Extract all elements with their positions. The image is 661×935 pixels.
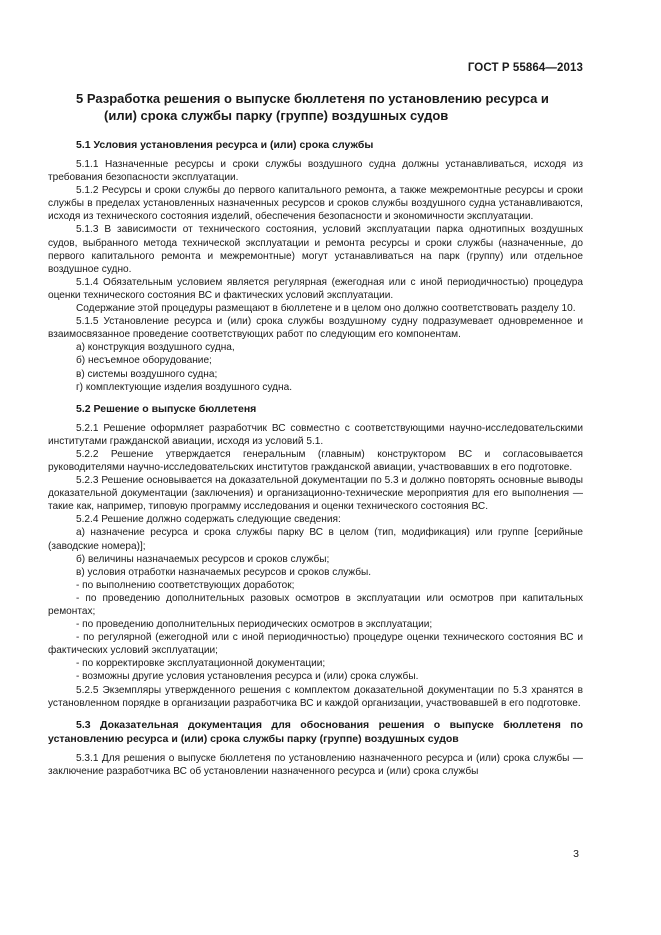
paragraph: 5.2.4 Решение должно содержать следующие сведения:: [76, 514, 341, 526]
paragraph: 5.2.5 Экземпляры утвержденного решения с комплектом доказательной документации по 5.3 хранятся в установленном порядке в организации разработчика ВС и каждой организации, участвовавшей в его подготовке.: [48, 684, 583, 709]
paragraph: 5.1.4 Обязательным условием является регулярная (ежегодная или с иной периодичностью) процедура оценки технического состояния ВС и фактических условий эксплуатации.: [48, 276, 583, 301]
paragraph: 5.1.3 В зависимости от технического состояния, условий эксплуатации парка однотипных воздушных судов, выбранного метода технической эксплуатации и ремонта ресурсы и сроки службы (назначенные, до первого капитального ремонта и межремонтные) могут устанавливаться на парк (группу) или отдельное воздушное судно.: [48, 224, 583, 275]
subsection-title: 5.3 Доказательная документация для обоснования решения о выпуске бюллетеня по установлению ресурса и (или) срока службы парку (группе) воздушных судов: [48, 718, 583, 745]
list-item: - по корректировке эксплуатационной документации;: [76, 658, 326, 670]
subsection-title: 5.2 Решение о выпуске бюллетеня: [76, 402, 257, 415]
list-item: в) условия отработки назначаемых ресурсов и сроков службы.: [76, 566, 372, 578]
list-item: а) конструкция воздушного судна,: [76, 342, 235, 354]
paragraph: 5.2.1 Решение оформляет разработчик ВС совместно с соответствующими научно-исследовательскими институтами гражданской авиации, исходя из условий 5.1.: [48, 422, 583, 447]
subsection-title: 5.1 Условия установления ресурса и (или) срока службы: [76, 139, 374, 151]
list-item: - по регулярной (ежегодной или с иной периодичностью) процедуре оценки технического состояния ВС и фактических условий эксплуатации;: [48, 632, 583, 657]
paragraph: 5.2.3 Решение основывается на доказательной документации по 5.3 и должно повторять основные выводы доказательной документации (заключения) и организационно-технические мероприятия для его выполнения — такие как, например, типовую программу исследования и оценки технического состояния ВС.: [48, 475, 583, 513]
list-item: б) величины назначаемых ресурсов и сроков службы;: [76, 553, 330, 565]
list-item: б) несъемное оборудование;: [76, 355, 212, 367]
subsection-5-2: [48, 402, 583, 710]
paragraph: 5.1.1 Назначенные ресурсы и сроки службы воздушного судна должны устанавливаться, исходя из требования безопасности эксплуатации.: [48, 159, 583, 184]
document-code: ГОСТ Р 55864—2013: [467, 62, 583, 74]
paragraph: Содержание этой процедуры размещают в бюллетене и в целом оно должно соответствовать разделу 10.: [76, 303, 576, 315]
subsection-5-3: [48, 718, 583, 778]
list-item: г) комплектующие изделия воздушного судна.: [76, 381, 293, 393]
paragraph: 5.3.1 Для решения о выпуске бюллетеня по установлению назначенного ресурса и (или) срока службы — заключение разработчика ВС об установлении назначенного ресурса и (или) срока службы: [48, 752, 583, 777]
paragraph: 5.1.5 Установление ресурса и (или) срока службы воздушному судну подразумевает одновременное и взаимосвязанное проведение соответствующих работ по следующим его компонентам.: [48, 316, 583, 341]
list-item: в) системы воздушного судна;: [76, 368, 218, 380]
document-body: [48, 90, 583, 778]
list-item: - по проведению дополнительных разовых осмотров в эксплуатации или осмотров при капитальных ремонтах;: [48, 592, 583, 617]
subsection-5-1: [48, 138, 583, 394]
list-item: - по выполнению соответствующих доработок;: [76, 579, 295, 591]
paragraph: 5.2.2 Решение утверждается генеральным (главным) конструктором ВС и согласовывается руководителями научно-исследовательских институтов гражданской авиации, участвовавших в его подготовке.: [48, 448, 583, 473]
section-title: 5 Разработка решения о выпуске бюллетеня по установлению ресурса и (или) срока службы парку (группе) воздушных судов: [76, 91, 549, 123]
list-item: - возможны другие условия установления ресурса и (или) срока службы.: [76, 671, 419, 683]
page-number: 3: [573, 848, 579, 860]
paragraph: 5.1.2 Ресурсы и сроки службы до первого капитального ремонта, а также межремонтные ресурсы и сроки службы в пределах установленных назначенных ресурсов и сроков службы воздушного судна устанавливаются, исходя из технического состояния изделий, обеспечения безопасности и экономичности эксплуатации.: [48, 185, 583, 223]
list-item: - по проведению дополнительных периодических осмотров в эксплуатации;: [76, 619, 433, 631]
list-item: а) назначение ресурса и срока службы парку ВС в целом (тип, модификация) или группе [серийные (заводские номера)];: [48, 527, 583, 552]
